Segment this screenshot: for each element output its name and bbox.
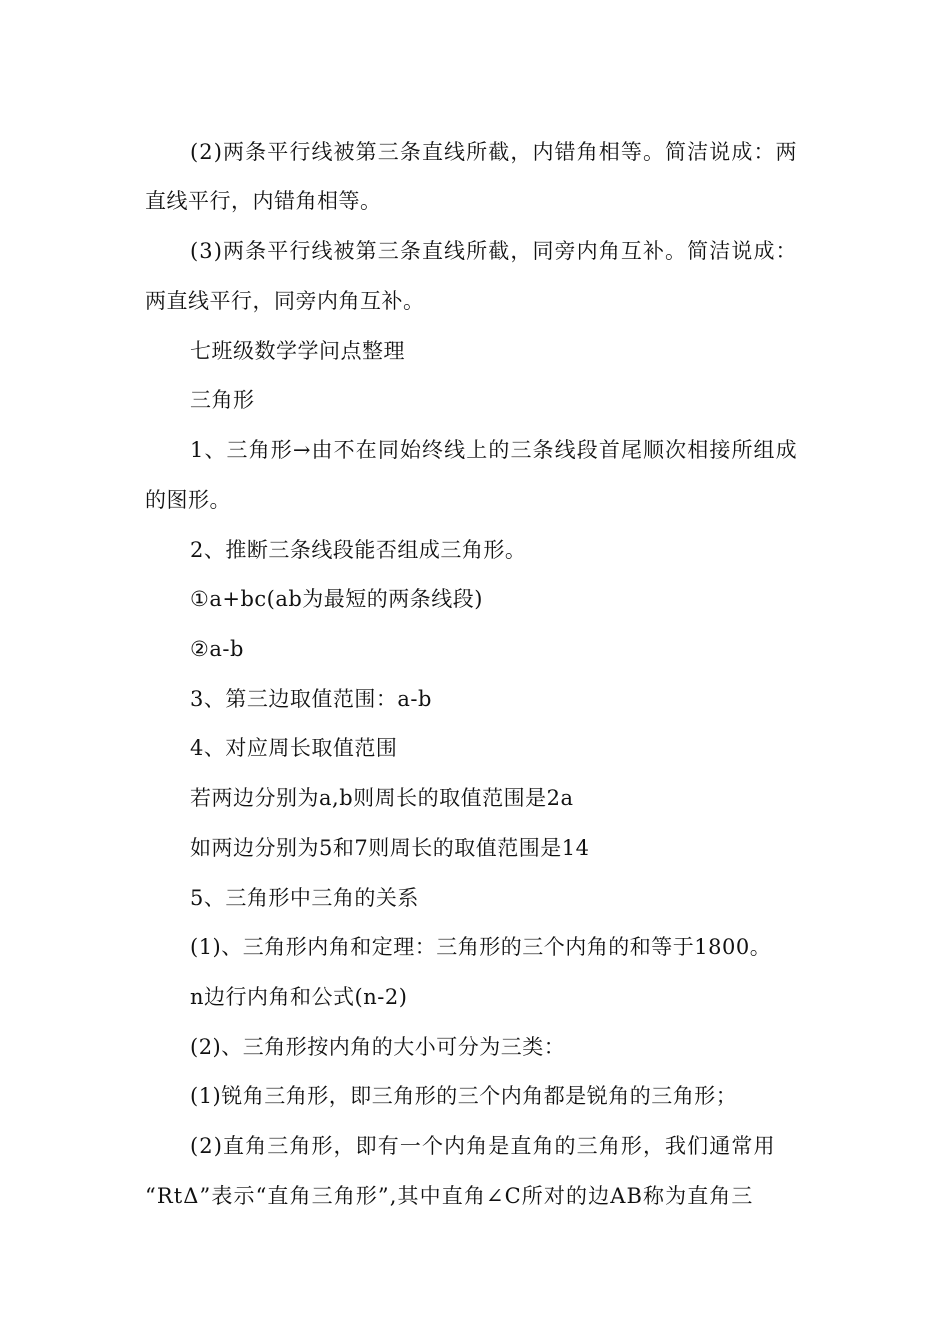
paragraph-line-8: 的图形。	[145, 488, 231, 512]
paragraph-line-7: 1、三角形→由不在同始终线上的三条线段首尾顺次相接所组成	[190, 438, 798, 462]
paragraph-line-1: (2)两条平行线被第三条直线所截，内错角相等。简洁说成：两	[190, 140, 798, 164]
topic-heading: 三角形	[190, 388, 255, 412]
paragraph-line-18: n边行内角和公式(n-2)	[190, 985, 408, 1009]
paragraph-line-16: 5、三角形中三角的关系	[190, 886, 419, 910]
paragraph-line-19: (2)、三角形按内角的大小可分为三类：	[190, 1035, 566, 1059]
paragraph-line-20: (1)锐角三角形，即三角形的三个内角都是锐角的三角形；	[190, 1084, 738, 1108]
paragraph-line-22: “RtΔ”表示“直角三角形”,其中直角∠C所对的边AB称为直角三	[145, 1184, 754, 1208]
paragraph-line-9: 2、推断三条线段能否组成三角形。	[190, 538, 527, 562]
paragraph-line-2: 直线平行，内错角相等。	[145, 189, 382, 213]
paragraph-line-14: 若两边分别为a,b则周长的取值范围是2a	[190, 786, 574, 810]
paragraph-line-15: 如两边分别为5和7则周长的取值范围是14	[190, 836, 590, 860]
paragraph-line-21: (2)直角三角形，即有一个内角是直角的三角形，我们通常用	[190, 1134, 776, 1158]
paragraph-line-10: ①a+bc(ab为最短的两条线段)	[190, 587, 483, 611]
paragraph-line-3: (3)两条平行线被第三条直线所截，同旁内角互补。简洁说成：	[190, 239, 798, 263]
paragraph-line-11: ②a-b	[190, 637, 244, 661]
paragraph-line-17: (1)、三角形内角和定理：三角形的三个内角的和等于1800。	[190, 935, 772, 959]
paragraph-line-12: 3、第三边取值范围：a-b	[190, 687, 432, 711]
section-heading: 七班级数学学问点整理	[190, 339, 405, 363]
paragraph-line-13: 4、对应周长取值范围	[190, 736, 398, 760]
paragraph-line-4: 两直线平行，同旁内角互补。	[145, 289, 425, 313]
